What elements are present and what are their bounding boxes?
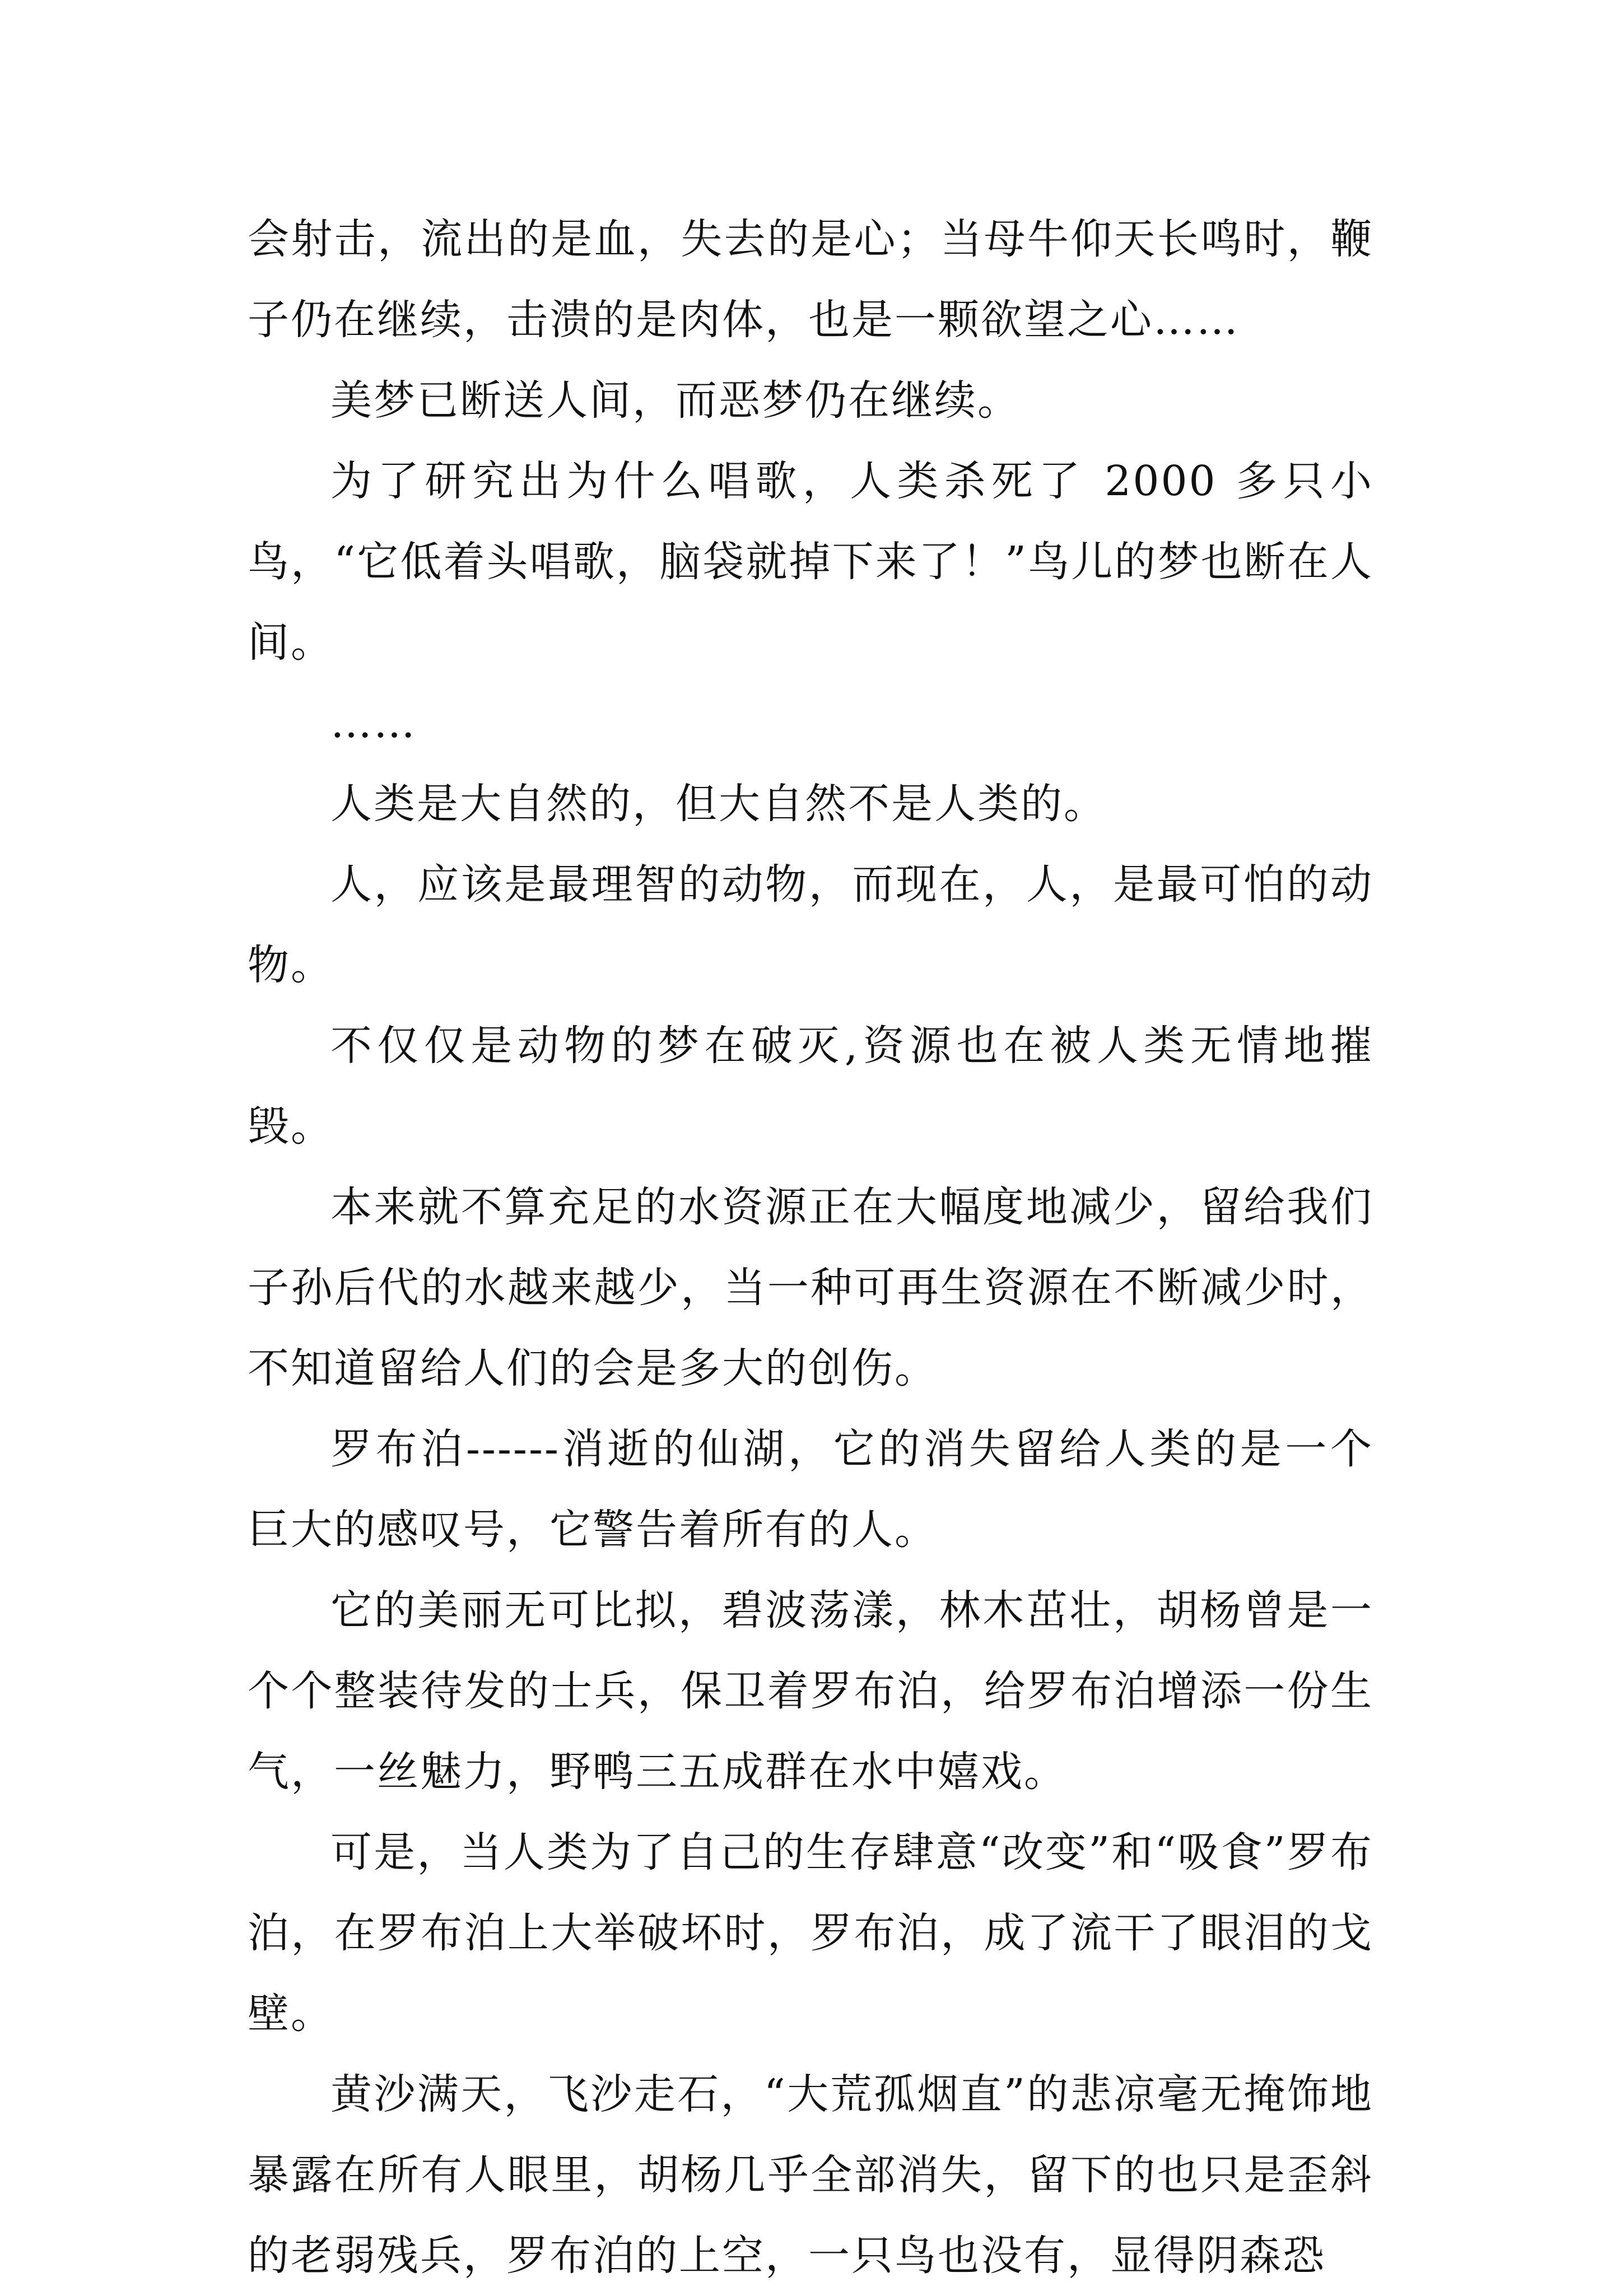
paragraph-9: 罗布泊------消逝的仙湖，它的消失留给人类的是一个巨大的感叹号，它警告着所有的人。 bbox=[248, 1425, 1373, 1554]
paragraph-5: 人类是大自然的，但大自然不是人类的。 bbox=[330, 780, 1107, 828]
paragraph-11: 可是，当人类为了自己的生存肆意“改变”和“吸食”罗布泊，在罗布泊上大举破坏时，罗布泊，成了流干了眼泪的戈壁。 bbox=[248, 1828, 1373, 2038]
paragraph-1: 会射击，流出的是血，失去的是心；当母牛仰天长鸣时，鞭子仍在继续，击溃的是肉体，也是一颗欲望之心…… bbox=[248, 215, 1373, 344]
paragraph-10: 它的美丽无可比拟，碧波荡漾，林木茁壮，胡杨曾是一个个整装待发的士兵，保卫着罗布泊，给罗布泊增添一份生气，一丝魅力，野鸭三五成群在水中嬉戏。 bbox=[248, 1586, 1373, 1796]
paragraph-3: 为了研究出为什么唱歌，人类杀死了 2000 多只小鸟，“它低着头唱歌，脑袋就掉下来了！”鸟儿的梦也断在人间。 bbox=[248, 457, 1373, 667]
paragraph-8: 本来就不算充足的水资源正在大幅度地减少，留给我们子孙后代的水越来越少，当一种可再生资源在不断减少时，不知道留给人们的会是多大的创伤。 bbox=[248, 1183, 1373, 1392]
document-body bbox=[248, 199, 1373, 2296]
paragraph-6: 人，应该是最理智的动物，而现在，人，是最可怕的动物。 bbox=[248, 860, 1373, 989]
paragraph-12: 黄沙满天，飞沙走石，“大荒孤烟直”的悲凉毫无掩饰地暴露在所有人眼里，胡杨几乎全部消失，留下的也只是歪斜的老弱残兵，罗布泊的上空，一只鸟也没有，显得阴森恐 bbox=[248, 2070, 1373, 2280]
paragraph-4: …… bbox=[330, 699, 417, 747]
paragraph-7: 不仅仅是动物的梦在破灭,资源也在被人类无情地摧毁。 bbox=[248, 1022, 1373, 1151]
paragraph-2: 美梦已断送人间，而恶梦仍在继续。 bbox=[330, 376, 1021, 425]
